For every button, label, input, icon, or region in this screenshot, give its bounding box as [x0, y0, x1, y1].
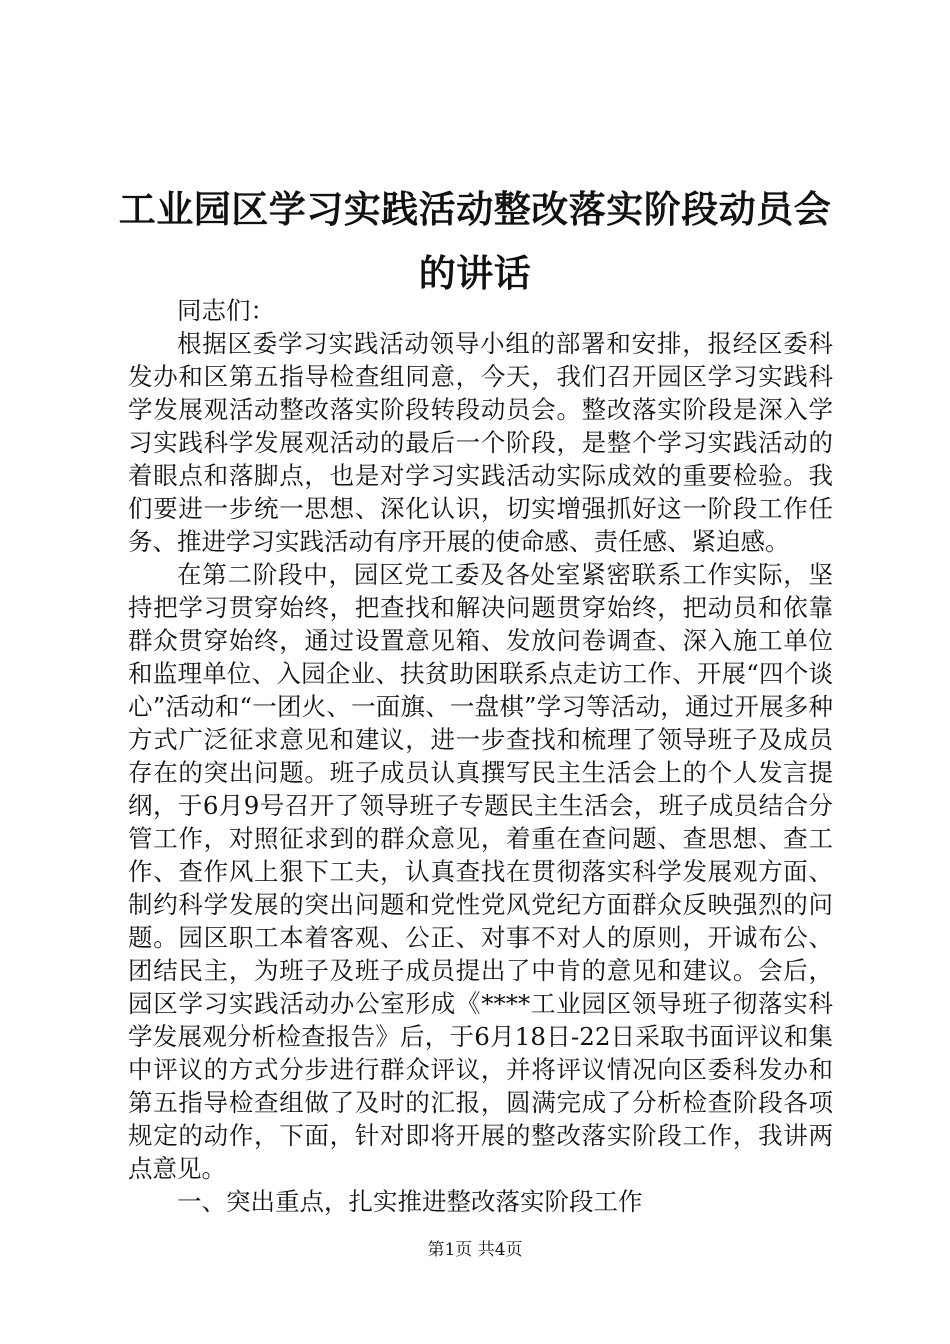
paragraph-2: 在第二阶段中，园区党工委及各处室紧密联系工作实际，坚持把学习贯穿始终，把查找和解决问题贯穿始终，把动员和依靠群众贯穿始终，通过设置意见箱、发放问卷调查、深入施工单位和监理单位、入园企业、扶贫助困联系点走访工作、开展“四个谈心”活动和“一团火、一面旗、一盘棋”学习等活动，通过开展多种方式广泛征求意见和建议，进一步查找和梳理了领导班子及成员存在的突出问题。班子成员认真撰写民主生活会上的个人发言提纲，于6月9号召开了领导班子专题民主生活会，班子成员结合分管工作，对照征求到的群众意见，着重在查问题、查思想、查工作、查作风上狠下工夫，认真查找在贯彻落实科学发展观方面、制约科学发展的突出问题和党性党风党纪方面群众反映强烈的问题。园区职工本着客观、公正、对事不对人的原则，开诚布公、团结民主，为班子及班子成员提出了中肯的意见和建议。会后，园区学习实践活动办公室形成《****工业园区领导班子彻落实科学发展观分析检查报告》后，于6月18日-22日采取书面评议和集中评议的方式分步进行群众评议，并将评议情况向区委科发办和第五指导检查组做了及时的汇报，圆满完成了分析检查阶段各项规定的动作，下面，针对即将开展的整改落实阶段工作，我讲两点意见。	[128, 560, 833, 1183]
document-title: 工业园区学习实践活动整改落实阶段动员会的讲话	[118, 188, 832, 295]
page-footer: 第1页 共4页	[427, 1240, 523, 1260]
salutation: 同志们：	[177, 296, 275, 325]
section-heading-1: 一、突出重点，扎实推进整改落实阶段工作	[177, 1187, 643, 1216]
paragraph-1: 根据区委学习实践活动领导小组的部署和安排，报经区委科发办和区第五指导检查组同意，今天，我们召开园区学习实践科学发展观活动整改落实阶段转段动员会。整改落实阶段是深入学习实践科学发展观活动的最后一个阶段，是整个学习实践活动的着眼点和落脚点，也是对学习实践活动实际成效的重要检验。我们要进一步统一思想、深化认识，切实增强抓好这一阶段工作任务、推进学习实践活动有序开展的使命感、责任感、紧迫感。	[128, 329, 833, 556]
document-body	[128, 294, 833, 1218]
